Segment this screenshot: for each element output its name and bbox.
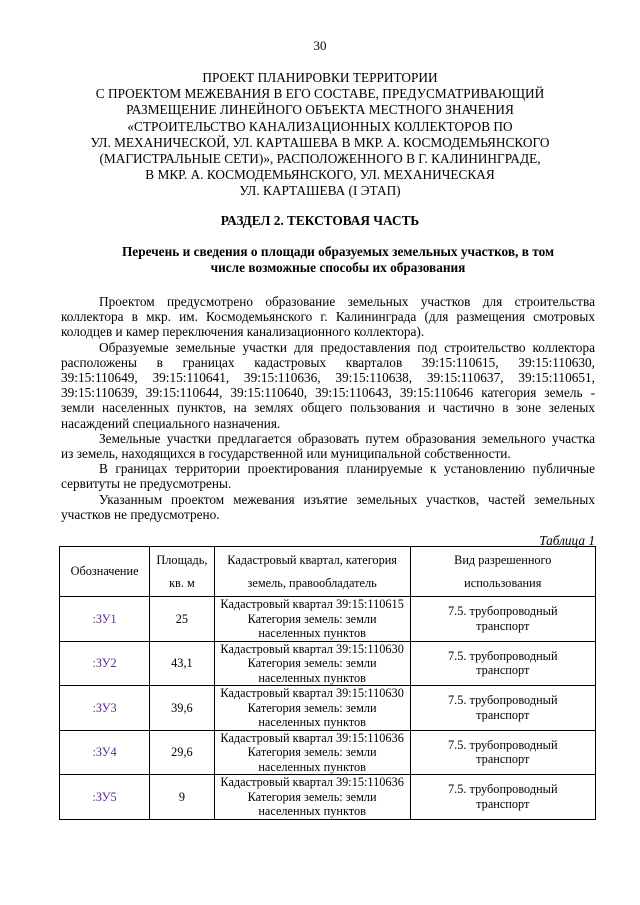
- paragraph-line: расположены в границах кадастровых кварталов 39:15:110615, 39:15:110630,: [61, 354, 595, 370]
- header-area-line: Площадь,: [156, 553, 208, 567]
- cell-permitted-use: [410, 641, 595, 686]
- paragraph-line: земли населенных пунктов, на землях общего пользования и частично в зоне зеленых: [61, 400, 595, 416]
- title-line: РАЗМЕЩЕНИЕ ЛИНЕЙНОГО ОБЪЕКТА МЕСТНОГО ЗНАЧЕНИЯ: [126, 102, 514, 118]
- cell-plot-id: :ЗУ2: [60, 641, 150, 686]
- use-line: 7.5. трубопроводный: [448, 782, 558, 797]
- table-row: [60, 730, 596, 775]
- paragraph-line: коллектора в мкр. им. Космодемьянского г. Калининграда (для размещения смотровых: [61, 309, 595, 325]
- cell-plot-id: :ЗУ1: [60, 597, 150, 642]
- cadastral-line: Категория земель: земли: [247, 745, 377, 759]
- cell-cadastral: [214, 597, 410, 642]
- table-row: [60, 597, 596, 642]
- cadastral-line: Кадастровый квартал 39:15:110630: [220, 641, 404, 656]
- paragraph-line: из земель, находящихся в государственной или муниципальной собственности.: [61, 446, 511, 462]
- header-cadastral: [214, 547, 410, 597]
- table-caption: Таблица 1: [539, 533, 595, 548]
- title-line: УЛ. КАРТАШЕВА (I ЭТАП): [239, 183, 401, 199]
- cell-cadastral: [214, 775, 410, 820]
- use-line: 7.5. трубопроводный: [448, 604, 558, 619]
- cadastral-line: населенных пунктов: [258, 715, 366, 729]
- paragraph: [61, 340, 595, 431]
- cell-area: 9: [150, 775, 215, 820]
- paragraph: [61, 492, 595, 522]
- paragraph-line: 39:15:110639, 39:15:110644, 39:15:110640, 39:15:110643, 39:15:110646 категория земель -: [61, 385, 595, 401]
- cadastral-line: Кадастровый квартал 39:15:110636: [220, 775, 404, 789]
- use-line: 7.5. трубопроводный: [448, 737, 558, 752]
- table-row: [60, 641, 596, 686]
- cell-area: 29,6: [150, 730, 215, 775]
- paragraph-line: Земельные участки предлагается образовать путем образования земельного участка: [99, 430, 595, 446]
- title-line: (МАГИСТРАЛЬНЫЕ СЕТИ)», РАСПОЛОЖЕННОГО В Г. КАЛИНИНГРАДЕ,: [99, 151, 541, 167]
- paragraph-line: колодцев и камер переключения канализационного коллектора).: [61, 324, 425, 340]
- cadastral-line: Кадастровый квартал 39:15:110630: [220, 686, 404, 700]
- paragraph-line: сервитуты не предусмотрены.: [61, 476, 232, 492]
- paragraph-line: участков не предусмотрено.: [61, 506, 220, 522]
- title-line: «СТРОИТЕЛЬСТВО КАНАЛИЗАЦИОННЫХ КОЛЛЕКТОРОВ ПО: [127, 118, 513, 134]
- title-line: С ПРОЕКТОМ МЕЖЕВАНИЯ В ЕГО СОСТАВЕ, ПРЕДУСМАТРИВАЮЩИЙ: [95, 86, 545, 102]
- paragraph: [61, 461, 595, 491]
- cell-plot-id: :ЗУ5: [60, 775, 150, 820]
- cadastral-line: Категория земель: земли: [247, 789, 377, 804]
- cell-permitted-use: [410, 686, 595, 731]
- paragraph-line: Образуемые земельные участки для предоставления под строительство коллектора: [99, 339, 595, 355]
- cadastral-line: Кадастровый квартал 39:15:110615: [220, 597, 404, 611]
- header-area: [150, 547, 215, 597]
- cell-cadastral: [214, 641, 410, 686]
- cell-plot-id: :ЗУ3: [60, 686, 150, 731]
- use-line: транспорт: [476, 707, 530, 722]
- cadastral-line: Категория земель: земли: [247, 656, 377, 670]
- use-line: транспорт: [476, 663, 530, 678]
- use-line: 7.5. трубопроводный: [448, 693, 558, 708]
- cadastral-line: Кадастровый квартал 39:15:110636: [220, 730, 404, 745]
- use-line: транспорт: [476, 796, 530, 811]
- cell-area: 25: [150, 597, 215, 642]
- table-row: [60, 686, 596, 731]
- body-text: [61, 294, 595, 522]
- land-plots-table: [59, 546, 596, 820]
- cadastral-line: населенных пунктов: [258, 759, 366, 774]
- paragraph-line: В границах территории проектирования планируемые к установлению публичные: [99, 461, 595, 477]
- cell-area: 39,6: [150, 686, 215, 731]
- header-area-line: кв. м: [169, 575, 195, 590]
- title-line: ПРОЕКТ ПЛАНИРОВКИ ТЕРРИТОРИИ: [202, 70, 438, 85]
- page-number: 30: [313, 38, 327, 53]
- cell-permitted-use: [410, 597, 595, 642]
- use-line: транспорт: [476, 752, 530, 767]
- cadastral-line: населенных пунктов: [258, 670, 366, 685]
- paragraph-line: насаждений специального назначения.: [61, 415, 281, 431]
- header-cadastral-line: Кадастровый квартал, категория: [227, 553, 397, 567]
- paragraph-line: Проектом предусмотрено образование земельных участков для строительства: [99, 294, 595, 309]
- title-line: УЛ. МЕХАНИЧЕСКОЙ, УЛ. КАРТАШЕВА В МКР. А. КОСМОДЕМЬЯНСКОГО: [90, 134, 550, 150]
- subheading-line: Перечень и сведения о площади образуемых земельных участков, в том: [121, 244, 555, 259]
- header-cadastral-line: земель, правообладатель: [247, 575, 377, 590]
- header-use-line: Вид разрешенного: [454, 553, 552, 567]
- subheading: [88, 244, 588, 276]
- title-line: В МКР. А. КОСМОДЕМЬЯНСКОГО, УЛ. МЕХАНИЧЕСКАЯ: [145, 167, 495, 183]
- paragraph: [61, 431, 595, 461]
- cadastral-line: населенных пунктов: [258, 804, 366, 818]
- paragraph: [61, 294, 595, 340]
- document-title: [40, 70, 600, 200]
- cadastral-line: Категория земель: земли: [247, 611, 377, 626]
- cell-permitted-use: [410, 730, 595, 775]
- subheading-line: числе возможные способы их образования: [210, 260, 466, 275]
- section-heading: РАЗДЕЛ 2. ТЕКСТОВАЯ ЧАСТЬ: [220, 213, 420, 228]
- use-line: транспорт: [476, 618, 530, 633]
- table-header-row: [60, 547, 596, 597]
- cell-cadastral: [214, 686, 410, 731]
- cell-cadastral: [214, 730, 410, 775]
- cadastral-line: населенных пунктов: [258, 626, 366, 640]
- header-designation: Обозначение: [60, 547, 150, 597]
- paragraph-line: Указанным проектом межевания изъятие земельных участков, частей земельных: [99, 491, 595, 507]
- table-row: [60, 775, 596, 820]
- header-permitted-use: [410, 547, 595, 597]
- cell-permitted-use: [410, 775, 595, 820]
- cell-plot-id: :ЗУ4: [60, 730, 150, 775]
- paragraph-line: 39:15:110649, 39:15:110641, 39:15:110636, 39:15:110638, 39:15:110637, 39:15:110651,: [61, 370, 595, 386]
- cell-area: 43,1: [150, 641, 215, 686]
- use-line: 7.5. трубопроводный: [448, 648, 558, 663]
- cadastral-line: Категория земель: земли: [247, 700, 377, 715]
- header-use-line: использования: [464, 575, 542, 590]
